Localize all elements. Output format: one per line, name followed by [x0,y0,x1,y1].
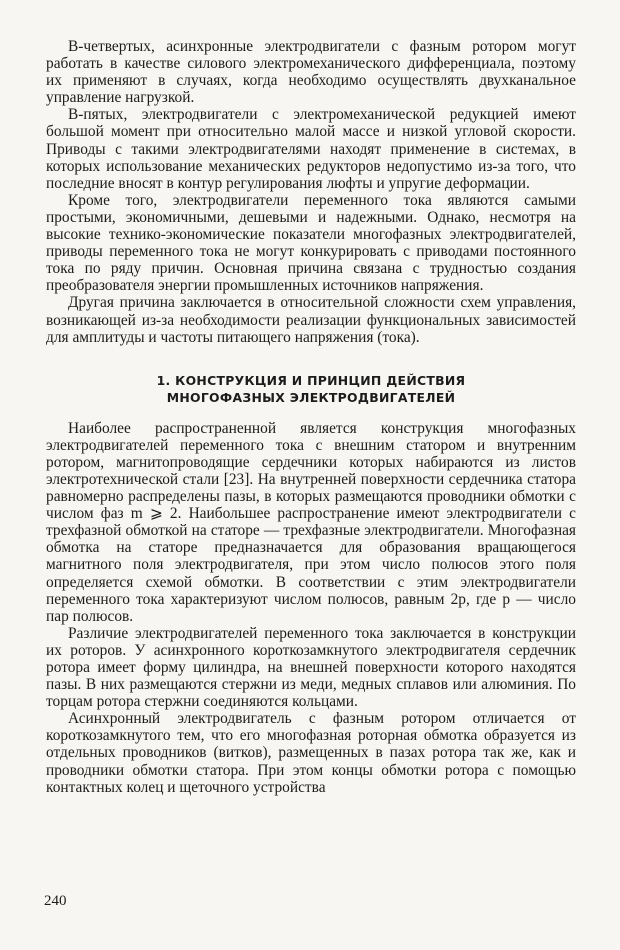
paragraph-rotor-difference: Различие электродвигателей переменного тока заключается в конструкции их роторов. У асинхронного короткозамкнутого электродвигателя сердечник ротора имеет форму цилиндра, на внешней поверхности которого находятся пазы. В них размещаются стержни из меди, медных сплавов или алюминия. По торцам ротора стержни соединяются кольцами. [46,624,576,711]
paragraph-construction: Наиболее распространенной является конструкция многофазных электродвигателей переменного тока с внешним статором и внутренним ротором, магнитопроводящие сердечники которых набираются из листов электротехнической стали [23]. На внутренней поверхности сердечника статора равномерно распределены пазы, в которых размещаются проводники обмотки с числом фаз m ⩾ 2. Наибольшее распространение имеют электродвигатели с трехфазной обмоткой на статоре — трехфазные электродвигатели. Многофазная обмотка на статоре предназначается для образования вращающегося магнитного поля электродвигателя, при этом число полюсов этого поля определяется схемой обмотки. В соответствии с этим электродвигатели переменного тока характеризуют числом полюсов, равным 2p, где p — число пар полюсов. [46,419,576,625]
page-number: 240 [44,893,67,909]
section-heading-line-2: МНОГОФАЗНЫХ ЭЛЕКТРОДВИГАТЕЛЕЙ [166,389,456,405]
paragraph-fifth-point: В-пятых, электродвигатели с электромеханической редукцией имеют большой момент при относительно малой массе и низкой угловой скорости. Приводы с такими электродвигателями находят применение в системах, в которых использование механических редукторов недопустимо из-за того, что последние вносят в контур регулирования люфты и упругие деформации. [46,106,576,192]
paragraph-advantages: Кроме того, электродвигатели переменного тока являются самыми простыми, экономичными, дешевыми и надежными. Однако, несмотря на высокие технико-экономические показатели многофазных электродвигателей, приводы переменного тока не могут конкурировать с приводами постоянного тока по ряду причин. Основная причина связана с трудностью создания преобразователя энергии промышленных источников напряжения. [46,191,576,295]
section-heading [46,372,576,406]
paragraph-fourth-point: В-четвертых, асинхронные электродвигатели с фазным ротором могут работать в качестве силового электромеханического дифференциала, поэтому их применяют в случаях, когда необходимо осуществлять двухканальное управление нагрузкой. [46,38,576,107]
paragraph-other-reason: Другая причина заключается в относительной сложности схем управления, возникающей из-за необходимости реализации функциональных зависимостей для амплитуды и частоты питающего напряжения (тока). [46,294,576,346]
section-heading-line-1: 1. КОНСТРУКЦИЯ И ПРИНЦИП ДЕЙСТВИЯ [156,372,466,388]
paragraph-wound-rotor: Асинхронный электродвигатель с фазным ротором отличается от короткозамкнутого тем, что его многофазная роторная обмотка образуется из отдельных проводников (витков), размещенных в пазах ротора так же, как и проводники обмотки статора. При этом концы обмотки ротора с помощью контактных колец и щеточного устройства [46,710,576,796]
